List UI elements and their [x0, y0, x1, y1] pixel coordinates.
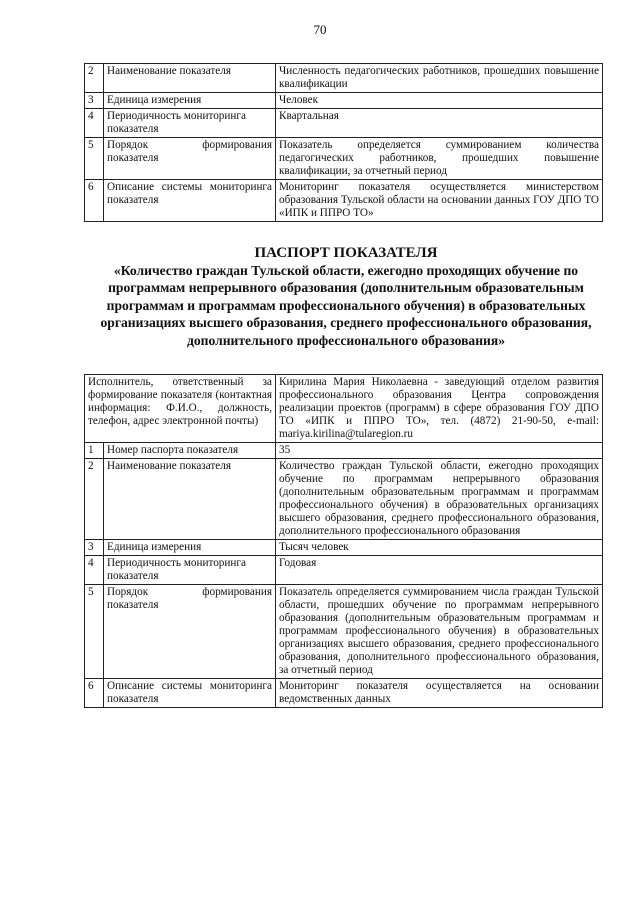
row-label: Описание системы мониторинга показателя	[104, 679, 276, 708]
row-number: 5	[85, 585, 104, 679]
table-row	[85, 138, 603, 180]
row-value: Мониторинг показателя осуществляется на основании ведомственных данных	[276, 679, 603, 708]
row-label: Номер паспорта показателя	[104, 443, 276, 459]
row-number: 4	[85, 109, 104, 138]
table-row	[85, 93, 603, 109]
table-row	[85, 679, 603, 708]
row-value: Тысяч человек	[276, 540, 603, 556]
row-label: Порядок формирования показателя	[104, 585, 276, 679]
page-number: 70	[313, 22, 327, 37]
table-row	[85, 64, 603, 93]
table-row	[85, 585, 603, 679]
row-value: Показатель определяется суммированием числа граждан Тульской области, прошедших обучение по программам непрерывного образования (дополнительным образовательным программам и программам профессионального обучения) в образовательных организациях высшего образования, среднего профессионального образования, дополнительного профессионального образования, за отчетный период	[276, 585, 603, 679]
row-value: Количество граждан Тульской области, ежегодно проходящих обучение по программам непрерывного образования (дополнительным образовательным программам и программам профессионального обучения) в образовательных организациях высшего образования, среднего профессионального образования, дополнительного профессионального образования	[276, 459, 603, 540]
row-number: 6	[85, 180, 104, 222]
row-label: Единица измерения	[104, 540, 276, 556]
row-value: Показатель определяется суммированием количества педагогических работников, прошедших повышение квалификации, за отчетный период	[276, 138, 603, 180]
row-value: 35	[276, 443, 603, 459]
table-row	[85, 443, 603, 459]
row-label: Порядок формирования показателя	[104, 138, 276, 180]
row-number: 4	[85, 556, 104, 585]
row-label: Наименование показателя	[104, 459, 276, 540]
executor-label: Исполнитель, ответственный за формирование показателя (контактная информация: Ф.И.О., должность, телефон, адрес электронной почты)	[85, 375, 276, 443]
table-row	[85, 540, 603, 556]
row-number: 1	[85, 443, 104, 459]
passport-table	[84, 374, 603, 708]
row-number: 3	[85, 93, 104, 109]
table-row-executor	[85, 375, 603, 443]
row-label: Наименование показателя	[104, 64, 276, 93]
passport-subtitle: «Количество граждан Тульской области, ежегодно проходящих обучение по программам непрерывного образования (дополнительным образовательным программам и программам профессионального обучения) в образовательных организациях высшего образования, среднего профессионального образования, дополнительного профессионального образования»	[100, 263, 592, 348]
row-label: Периодичность мониторинга показателя	[104, 556, 276, 585]
row-value: Мониторинг показателя осуществляется министерством образования Тульской области на основании данных ГОУ ДПО ТО «ИПК и ППРО ТО»	[276, 180, 603, 222]
passport-title: ПАСПОРТ ПОКАЗАТЕЛЯ	[254, 245, 438, 261]
row-value: Квартальная	[276, 109, 603, 138]
table-row	[85, 459, 603, 540]
row-value: Человек	[276, 93, 603, 109]
row-label: Описание системы мониторинга показателя	[104, 180, 276, 222]
table-row	[85, 556, 603, 585]
passport-heading	[96, 244, 596, 349]
row-number: 2	[85, 64, 104, 93]
row-number: 5	[85, 138, 104, 180]
table-row	[85, 109, 603, 138]
row-label: Периодичность мониторинга показателя	[104, 109, 276, 138]
row-label: Единица измерения	[104, 93, 276, 109]
row-number: 3	[85, 540, 104, 556]
table-row	[85, 180, 603, 222]
row-number: 2	[85, 459, 104, 540]
row-number: 6	[85, 679, 104, 708]
indicator-table-continued	[84, 63, 603, 222]
executor-value: Кирилина Мария Николаевна - заведующий отделом развития профессионального образования Центра сопровождения реализации проектов (программ) в сфере образования ГОУ ДПО ТО «ИПК и ППРО ТО», тел. (4872) 21-90-50, e-mail: mariya.kirilina@tularegion.ru	[276, 375, 603, 443]
row-value: Численность педагогических работников, прошедших повышение квалификации	[276, 64, 603, 93]
row-value: Годовая	[276, 556, 603, 585]
